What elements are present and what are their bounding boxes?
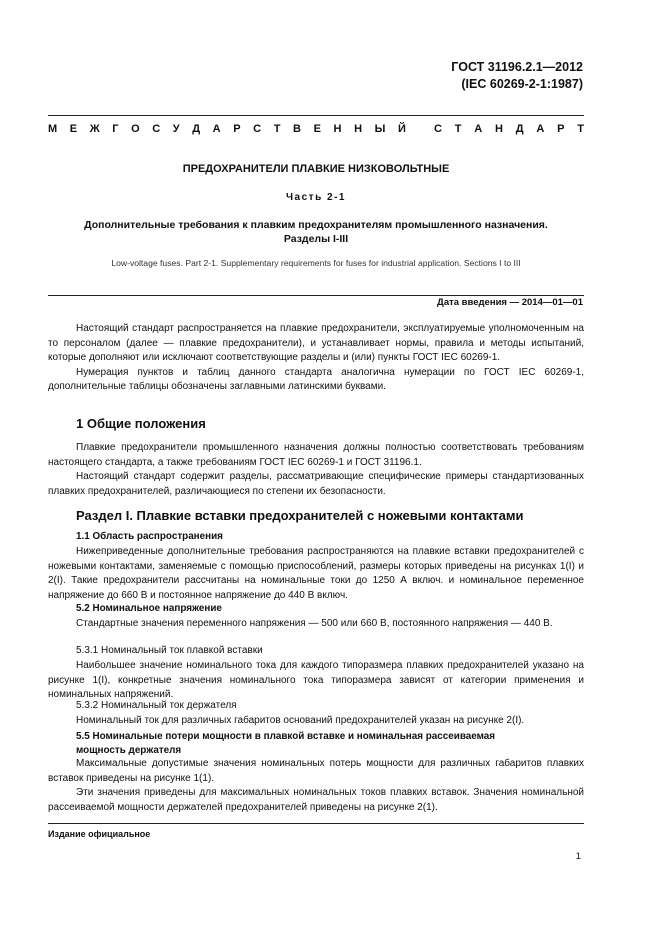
banner-letter: У [172, 123, 180, 135]
banner-letter: Д [515, 123, 524, 135]
banner-word-interstate [48, 123, 406, 135]
banner-letter: Н [494, 123, 503, 135]
document-subtitle [48, 218, 584, 246]
banner-letter: Е [69, 123, 78, 135]
standard-code: ГОСТ 31196.2.1—2012 [451, 60, 583, 74]
banner-letter: Н [354, 123, 363, 135]
interstate-standard-banner [48, 123, 584, 135]
iec-reference: (IEC 60269-2-1:1987) [461, 77, 583, 91]
power-dissipation-heading-line-2: мощность держателя [76, 745, 182, 756]
banner-letter: Ы [374, 123, 386, 135]
scope-paragraph-block [48, 545, 584, 603]
banner-letter: О [131, 123, 140, 135]
part-label: Часть 2-1 [286, 192, 346, 203]
banner-letter: С [434, 123, 442, 135]
general-paragraph-1: Плавкие предохранители промышленного назначения должны полностью соответствовать требованиям настоящего стандарта, а также требованиям ГОСТ IEC 60269-1 и ГОСТ 31196.1. [48, 442, 584, 468]
scope-paragraph: Нижеприведенные дополнительные требования распространяются на плавкие вставки предохранителей с ножевыми контактами, заменяемые с помощью приспособлений, размеры которых приведены на рисунках 1(I) и 2(I). Такие предохранители рассчитаны на номинальные токи до 1250 А включ. и номинальное переменное напряжение до 660 В и постоянное напряжение до 440 В включ. [48, 546, 584, 601]
banner-letter: Д [192, 123, 201, 135]
official-edition-label: Издание официальное [48, 829, 151, 839]
intro-paragraph-2: Нумерация пунктов и таблиц данного стандарта аналогична нумерации по ГОСТ IEC 60269-1, дополнительные таблицы обозначены заглавными латинскими буквами. [48, 366, 584, 393]
subtitle-line-1: Дополнительные требования к плавким предохранителям промышленного назначения. [84, 219, 548, 231]
fuse-link-current-paragraph-block [48, 659, 584, 703]
banner-letter: Ж [89, 123, 100, 135]
date-divider [48, 295, 584, 296]
subsection-heading-scope: 1.1 Область распространения [76, 531, 223, 542]
banner-letter: Т [454, 123, 462, 135]
subsection-heading-holder-current: 5.3.2 Номинальный ток держателя [76, 700, 237, 711]
subsection-heading-power-dissipation [76, 730, 495, 758]
holder-current-paragraph: Номинальный ток для различных габаритов оснований предохранителей указан на рисунке 2(I). [76, 715, 525, 726]
banner-letter: М [48, 123, 58, 135]
subsection-heading-fuse-link-current: 5.3.1 Номинальный ток плавкой вставки [76, 645, 263, 656]
power-dissipation-paragraph-1: Максимальные допустимые значения номинальных потерь мощности для различных габаритов плавких вставок приведены на рисунке 1(1). [48, 758, 584, 784]
intro-paragraphs [48, 322, 584, 395]
top-divider [48, 115, 584, 116]
english-title: Low-voltage fuses. Part 2-1. Supplementary requirements for fuses for industrial application. Sections I to III [111, 258, 521, 268]
page-number: 1 [575, 851, 581, 862]
intro-date: Дата введения — 2014—01—01 [437, 297, 583, 308]
section-general-paragraphs [48, 441, 584, 499]
banner-letter: Т [577, 123, 584, 135]
banner-letter: Н [333, 123, 342, 135]
section-heading-general: 1 Общие положения [76, 416, 206, 431]
power-dissipation-paragraph-2: Эти значения приведены для максимальных номинальных токов плавких вставок. Значения номинальной рассеиваемой мощности держателей предохранителей приведены на рисунке 2(1). [48, 787, 584, 813]
rated-voltage-paragraph-block [48, 617, 584, 632]
power-dissipation-heading-line-1: 5.5 Номинальные потери мощности в плавкой вставке и номинальная рассеиваемая [76, 731, 496, 742]
part-heading-blade-fuses: Раздел I. Плавкие вставки предохранителей с ножевыми контактами [76, 508, 524, 523]
banner-letter: Т [273, 123, 281, 135]
banner-letter: А [536, 123, 545, 135]
intro-paragraph-1: Настоящий стандарт распространяется на плавкие предохранители, эксплуатируемые уполномоченным на то персоналом (далее — плавкие предохранители), и устанавливает нормы, правила и методы испытаний, которые дополняют или исключают соответствующие разделы и (или) пункты ГОСТ IEC 60269-1. [48, 323, 584, 364]
holder-current-paragraph-block [48, 714, 584, 729]
document-title: ПРЕДОХРАНИТЕЛИ ПЛАВКИЕ НИЗКОВОЛЬТНЫЕ [182, 163, 450, 175]
banner-letter: С [253, 123, 262, 135]
footer-divider [48, 823, 584, 824]
banner-letter: Р [557, 123, 565, 135]
banner-letter: Р [233, 123, 241, 135]
power-dissipation-paragraphs [48, 757, 584, 815]
fuse-link-current-paragraph: Наибольшее значение номинального тока для каждого типоразмера плавких предохранителей указано на рисунке 1(I), конкретные значения номинального тока типоразмера зависят от категории применения и номинальных напряжений. [48, 660, 584, 701]
banner-letter: Г [112, 123, 119, 135]
rated-voltage-paragraph: Стандартные значения переменного напряжения — 500 или 660 В, постоянного напряжения — 440 В. [76, 618, 553, 629]
subtitle-line-2: Разделы I-III [283, 233, 349, 245]
banner-letter: Й [397, 123, 406, 135]
banner-letter: Е [313, 123, 321, 135]
banner-letter: А [474, 123, 483, 135]
banner-letter: А [212, 123, 221, 135]
subsection-heading-rated-voltage: 5.2 Номинальное напряжение [76, 603, 222, 614]
banner-letter: С [152, 123, 161, 135]
general-paragraph-2: Настоящий стандарт содержит разделы, рассматривающие специфические примеры стандартизованных плавких предохранителей, различающиеся по степени их безопасности. [48, 471, 584, 497]
banner-word-standard [434, 123, 584, 135]
banner-letter: В [293, 123, 301, 135]
